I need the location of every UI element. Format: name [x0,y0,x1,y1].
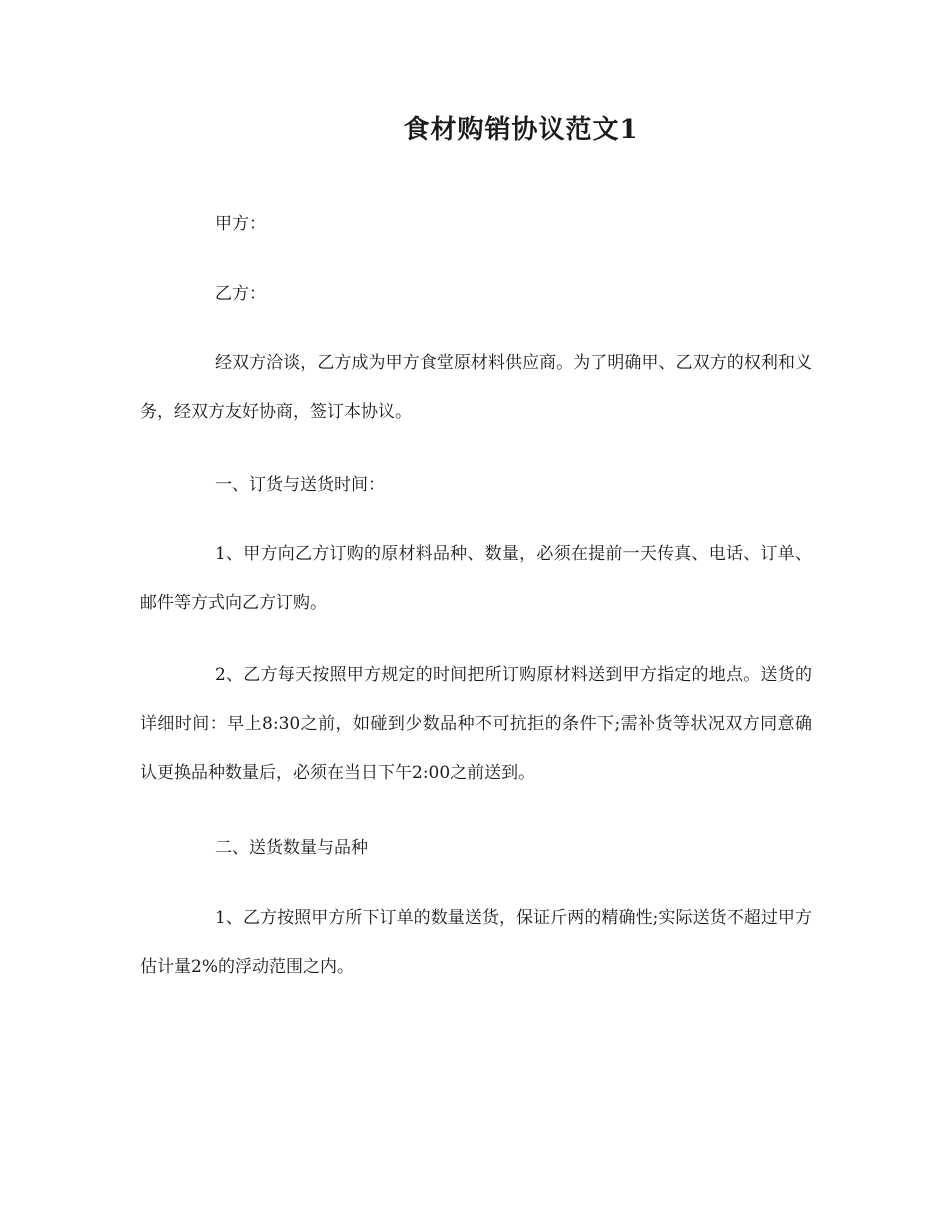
intro-paragraph: 经双方洽谈，乙方成为甲方食堂原材料供应商。为了明确甲、乙双方的权利和义务，经双方友好协商，签订本协议。 [140,353,812,422]
party-a-line: 甲方： [215,214,266,234]
section-1-heading: 一、订货与送货时间： [215,475,385,495]
clause-1-1: 1、甲方向乙方订购的原材料品种、数量，必须在提前一天传真、电话、订单、邮件等方式向乙方订购。 [140,544,812,613]
clause-2-1: 1、乙方按照甲方所下订单的数量送货，保证斤两的精确性;实际送货不超过甲方估计量2%的浮动范围之内。 [140,908,812,977]
section-2-heading: 二、送货数量与品种 [215,838,368,858]
party-b-line: 乙方： [215,284,266,304]
clause-1-2: 2、乙方每天按照甲方规定的时间把所订购原材料送到甲方指定的地点。送货的详细时间：早上8:30之前，如碰到少数品种不可抗拒的条件下;需补货等状况双方同意确认更换品种数量后，必须在当日下午2:00之前送到。 [140,665,812,783]
document-title: 食材购销协议范文1 [403,115,639,145]
